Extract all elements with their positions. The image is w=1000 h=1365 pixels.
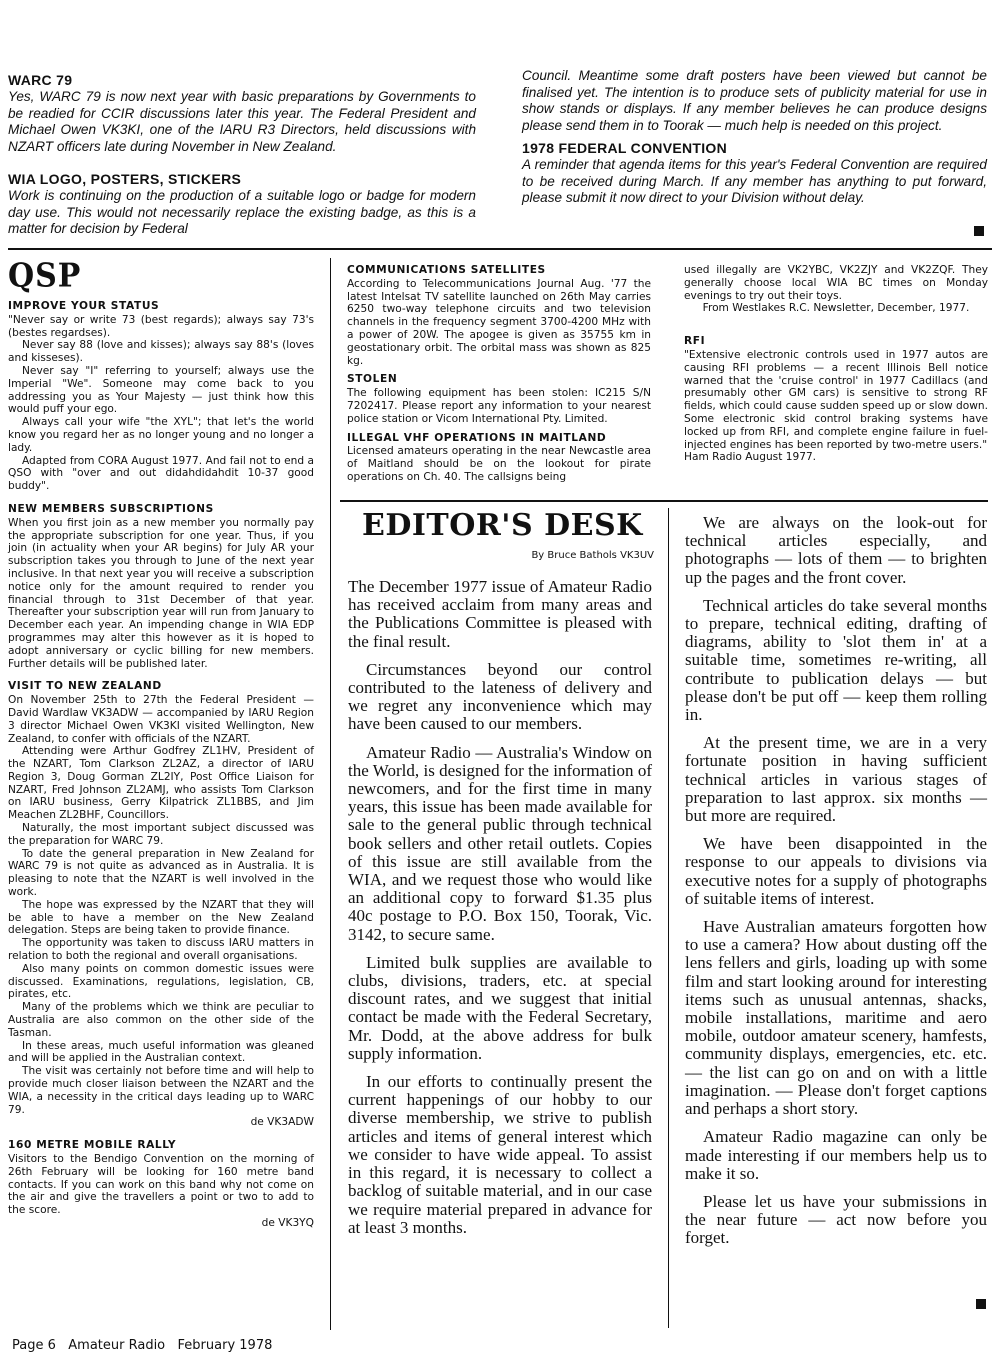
nz-p5: The hope was expressed by the NZART that they will be able to have a member on the New Zealand delegation. Steps are being taken to provide finance. xyxy=(8,898,314,937)
editor-p2: Circumstances beyond our control contributed to the lateness of delivery and we regret any inconvenience which may have been caused to our members. xyxy=(348,659,652,734)
nz-p2: Attending were Arthur Godfrey ZL1HV, President of the NZART, Tom Clarkson ZL2AZ, a director of IARU Region 3, Doug Gorman ZL2IY, Post Office Liaison for NZART, Fred Johnson ZL2AMJ, who assists Tom Clarkson on IARU business, Gerry Kilpatrick ZL1BBS, and Jim Meachen ZL2BHF, Councillors. xyxy=(8,745,314,822)
warc-heading: WARC 79 xyxy=(8,72,73,88)
illegal-continued: used illegally are VK2YBC, VK2ZJY and VK2ZQF. They generally choose local WIA BC times on Monday evenings to try out their toys. xyxy=(684,264,988,302)
editor-p9: We have been disappointed in the response to our appeals to divisions via executive notes for a supply of photographs of suitable items of interest. xyxy=(685,834,987,908)
nz-p7: Also many points on common domestic issues were discussed. Examinations, regulations, legislation, CB, pirates, etc. xyxy=(8,962,314,1001)
nz-p6: The opportunity was taken to discuss IARU matters in relation to both the regional and overall organisations. xyxy=(8,937,314,963)
satellites-body: According to Telecommunications Journal Aug. '77 the latest Intelsat TV satellite launched on 26th May carries 6250 two-way telephone circuits and two television channels in the frequency segment 3700-4200 MHz with a power of 20W. The apogee is given as 35755 km in geostationary orbit. The orbital mass was shown as 825 kg. xyxy=(347,277,651,367)
logo-body: Work is continuing on the production of a suitable logo or badge for modern day use. This would not necessarily replace the existing badge, as this is a matter for decision by Federal xyxy=(8,188,476,236)
editor-p8: At the present time, we are in a very fortunate position in having sufficient technical articles in various stages of preparation to last approx. six months — but more are required. xyxy=(685,733,987,826)
qsp-left-column xyxy=(8,300,314,1230)
satellites-heading: COMMUNICATIONS SATELLITES xyxy=(347,264,546,276)
editor-p3: Amateur Radio — Australia's Window on the World, is designed for the information of newcomers, and for the first time in many years, this issue has been made available for sale to the general public through technical book sellers and other retail outlets. Copies of this issue are still available from the WIA, and we request those who would like an additional copy to forward $1.35 plus 40c postage to P.O. Box 150, Toorak, Vic. 3142, to secure same. xyxy=(348,742,652,944)
rfi-heading: RFI xyxy=(684,335,706,348)
convention-heading: 1978 FEDERAL CONVENTION xyxy=(522,140,728,156)
editor-p5: In our efforts to continually present the current happenings of our hobby to our diverse membership, we strive to publish articles and items of general interest which we consider to have wide appeal. To assist in this regard, it is necessary to collect a backlog of suitable material, and in our case we require material prepared in advance for at least 3 months. xyxy=(348,1072,652,1237)
members-body: When you first join as a new member you normally pay the appropriate subscription for one year. Thus, if you join (in actuality when your AR begins) for July AR your subscription takes you through to June of the next year inclusive. In that next year you will receive a subscription notice only for the amount required to render you financial through to 31st December of that year. Thereafter your subscription year will run from January to December each year. An impending change in WIA EDP programmes may alter this however as it is hoped to adopt anniversary or cyclic billing for new members. Further details will be published later. xyxy=(8,516,314,670)
improve-heading: IMPROVE YOUR STATUS xyxy=(8,300,160,312)
stolen-heading: STOLEN xyxy=(347,373,398,386)
left-column-rule xyxy=(330,258,331,1330)
nz-p9: In these areas, much useful information was gleaned and will be applied in the Australian context. xyxy=(8,1039,314,1065)
editor-byline: By Bruce Bathols VK3UV xyxy=(531,550,654,561)
improve-p2: Never say 88 (love and kisses); always say 88's (loves and kisseses). xyxy=(8,339,314,365)
improve-p4: Always call your wife "the XYL"; that let's the world know you regard her as no longer young and no longer a lady. xyxy=(8,416,314,454)
editor-p6: We are always on the look-out for technical articles especially, and photographs — lots of them — to brighten up the pages and the front cover. xyxy=(685,513,987,587)
editor-column-rule xyxy=(668,508,669,1328)
top-divider xyxy=(8,248,992,250)
editor-p1: The December 1977 issue of Amateur Radio has received acclaim from many areas and the Publications Committee is pleased with the final result. xyxy=(348,577,652,651)
logo-heading: WIA LOGO, POSTERS, STICKERS xyxy=(8,171,242,187)
rfi-body: "Extensive electronic controls used in 1977 autos are causing RFI problems — a recent Illinois Bell notice warned that the 'cruise control' in 1977 Cadillacs (and presumably other GM cars) is sensitive to strong RF fields, which could cause sudden speed up or slow down. Some electronic skid control braking systems have locked up from RFI, and complete engine failure in fuel-injected engines has been reported by two-metre users." xyxy=(684,348,988,451)
editor-top-rule xyxy=(340,500,988,502)
page-footer: Page 6 Amateur Radio February 1978 xyxy=(12,1338,273,1353)
rally-body: Visitors to the Bendigo Convention on the morning of 26th February will be looking for 160 metre band contacts. If you can work on this band why not come on the air and give the travellers a point or two to add to the score. xyxy=(8,1153,314,1217)
improve-p5: Adapted from CORA August 1977. And fail not to end a QSO with "over and out didahdidahdit 10-37 good buddy". xyxy=(8,454,314,493)
nz-p1: On November 25th to 27th the Federal President — David Wardlaw VK3ADW — accompanied by IARU Region 3 director Michael Owen VK3KI visited Wellington, New Zealand, to confer with officials of the NZART. xyxy=(8,694,314,745)
illegal-heading: ILLEGAL VHF OPERATIONS IN MAITLAND xyxy=(347,431,607,444)
editor-p7: Technical articles do take several months to prepare, technical editing, drafting of diagrams, ability to 'slot them in' at a suitable time, sometimes re-writing, all contribute to publication delays — but please don't be put off — keep them rolling in. xyxy=(685,595,987,725)
editor-p4: Limited bulk supplies are available to clubs, divisions, traders, etc. at special discount rates, and we suggest that initial contact be made with the Federal Secretary, Mr. Dodd, at the above address for bulk supply information. xyxy=(348,952,652,1063)
improve-p1: "Never say or write 73 (best regards); always say 73's (bestes regardses). xyxy=(8,313,314,339)
nz-signature: de VK3ADW xyxy=(250,1116,314,1129)
editor-p10: Have Australian amateurs forgotten how to use a camera? How about dusting off the lens fellers and girls, loading up with some film and start looking around for interesting items such as unusual antennas, shacks, mobile installations, maritime and aero mobile, outdoor amateur scenery, hamfests, community displays, emergencies, etc. etc. — the list can go on and on with a little imagination. — Please don't forget captions and perhaps a short story. xyxy=(685,917,987,1119)
nz-p4: To date the general preparation in New Zealand for WARC 79 is not quite as advanced as in Australia. It is pleasing to note that the NZART is well involved in the work. xyxy=(8,847,314,899)
nz-heading: VISIT TO NEW ZEALAND xyxy=(8,680,162,693)
warc-body: Yes, WARC 79 is now next year with basic preparations by Governments to be readied for CCIR discussions later this year. The Federal President and Michael Owen VK3KI, one of the IARU R3 Directors, held discussions with NZART officers late during November in New Zealand. xyxy=(8,89,476,154)
nz-p8: Many of the problems which we think are peculiar to Australia are also common on the other side of the Tasman. xyxy=(8,1001,314,1039)
improve-p3: Never say "I" referring to yourself; always use the Imperial "We". Someone may come back to you addressing you as Your Majesty — just think how this would puff your ego. xyxy=(8,364,314,416)
rally-signature: de VK3YQ xyxy=(261,1216,314,1229)
top-left-column xyxy=(8,72,476,238)
end-mark xyxy=(974,226,984,236)
rfi-source: Ham Radio August 1977. xyxy=(684,451,817,464)
illegal-body: Licensed amateurs operating in the near Newcastle area of Maitland should be on the lookout for pirate operations on Ch. 40. The callsigns being xyxy=(347,445,651,483)
convention-body: A reminder that agenda items for this year's Federal Convention are required to be received during March. If any member has anything to put forward, please submit it now direct to your Division without delay. xyxy=(522,157,987,205)
editor-p12: Please let us have your submissions in the near future — act now before you forget. xyxy=(685,1191,987,1248)
editor-end-mark xyxy=(976,1299,986,1309)
qsp-right-column xyxy=(684,264,988,464)
top-right-column xyxy=(522,68,987,207)
editor-p11: Amateur Radio magazine can only be made interesting if our members help us to make it so. xyxy=(685,1127,987,1183)
editor-column-1 xyxy=(348,578,652,1247)
rally-heading: 160 METRE MOBILE RALLY xyxy=(8,1139,177,1152)
editor-title: EDITOR'S DESK xyxy=(362,508,643,543)
nz-p3: Naturally, the most important subject discussed was the preparation for WARC 79. xyxy=(8,822,314,847)
nz-p10: The visit was certainly not before time and will help to provide much closer liaison between the NZART and the WIA, a necessity in the critical days leading up to WARC 79. xyxy=(8,1065,314,1116)
members-heading: NEW MEMBERS SUBSCRIPTIONS xyxy=(8,502,214,515)
logo-body-continued: Council. Meantime some draft posters have been viewed but cannot be finalised yet. The intention is to produce sets of publicity material for use in show stands or displays. If any member believes he can produce designs please send them in to Toorak — much help is needed on this project. xyxy=(522,68,987,133)
editor-column-2 xyxy=(685,514,987,1258)
qsp-title: QSP xyxy=(8,256,82,296)
qsp-middle-column xyxy=(347,264,651,484)
illegal-source: From Westlakes R.C. Newsletter, December, 1977. xyxy=(702,302,970,315)
stolen-body: The following equipment has been stolen: IC215 S/N 7202417. Please report any information to your nearest police station or Vicom International Pty. Limited. xyxy=(347,387,651,425)
